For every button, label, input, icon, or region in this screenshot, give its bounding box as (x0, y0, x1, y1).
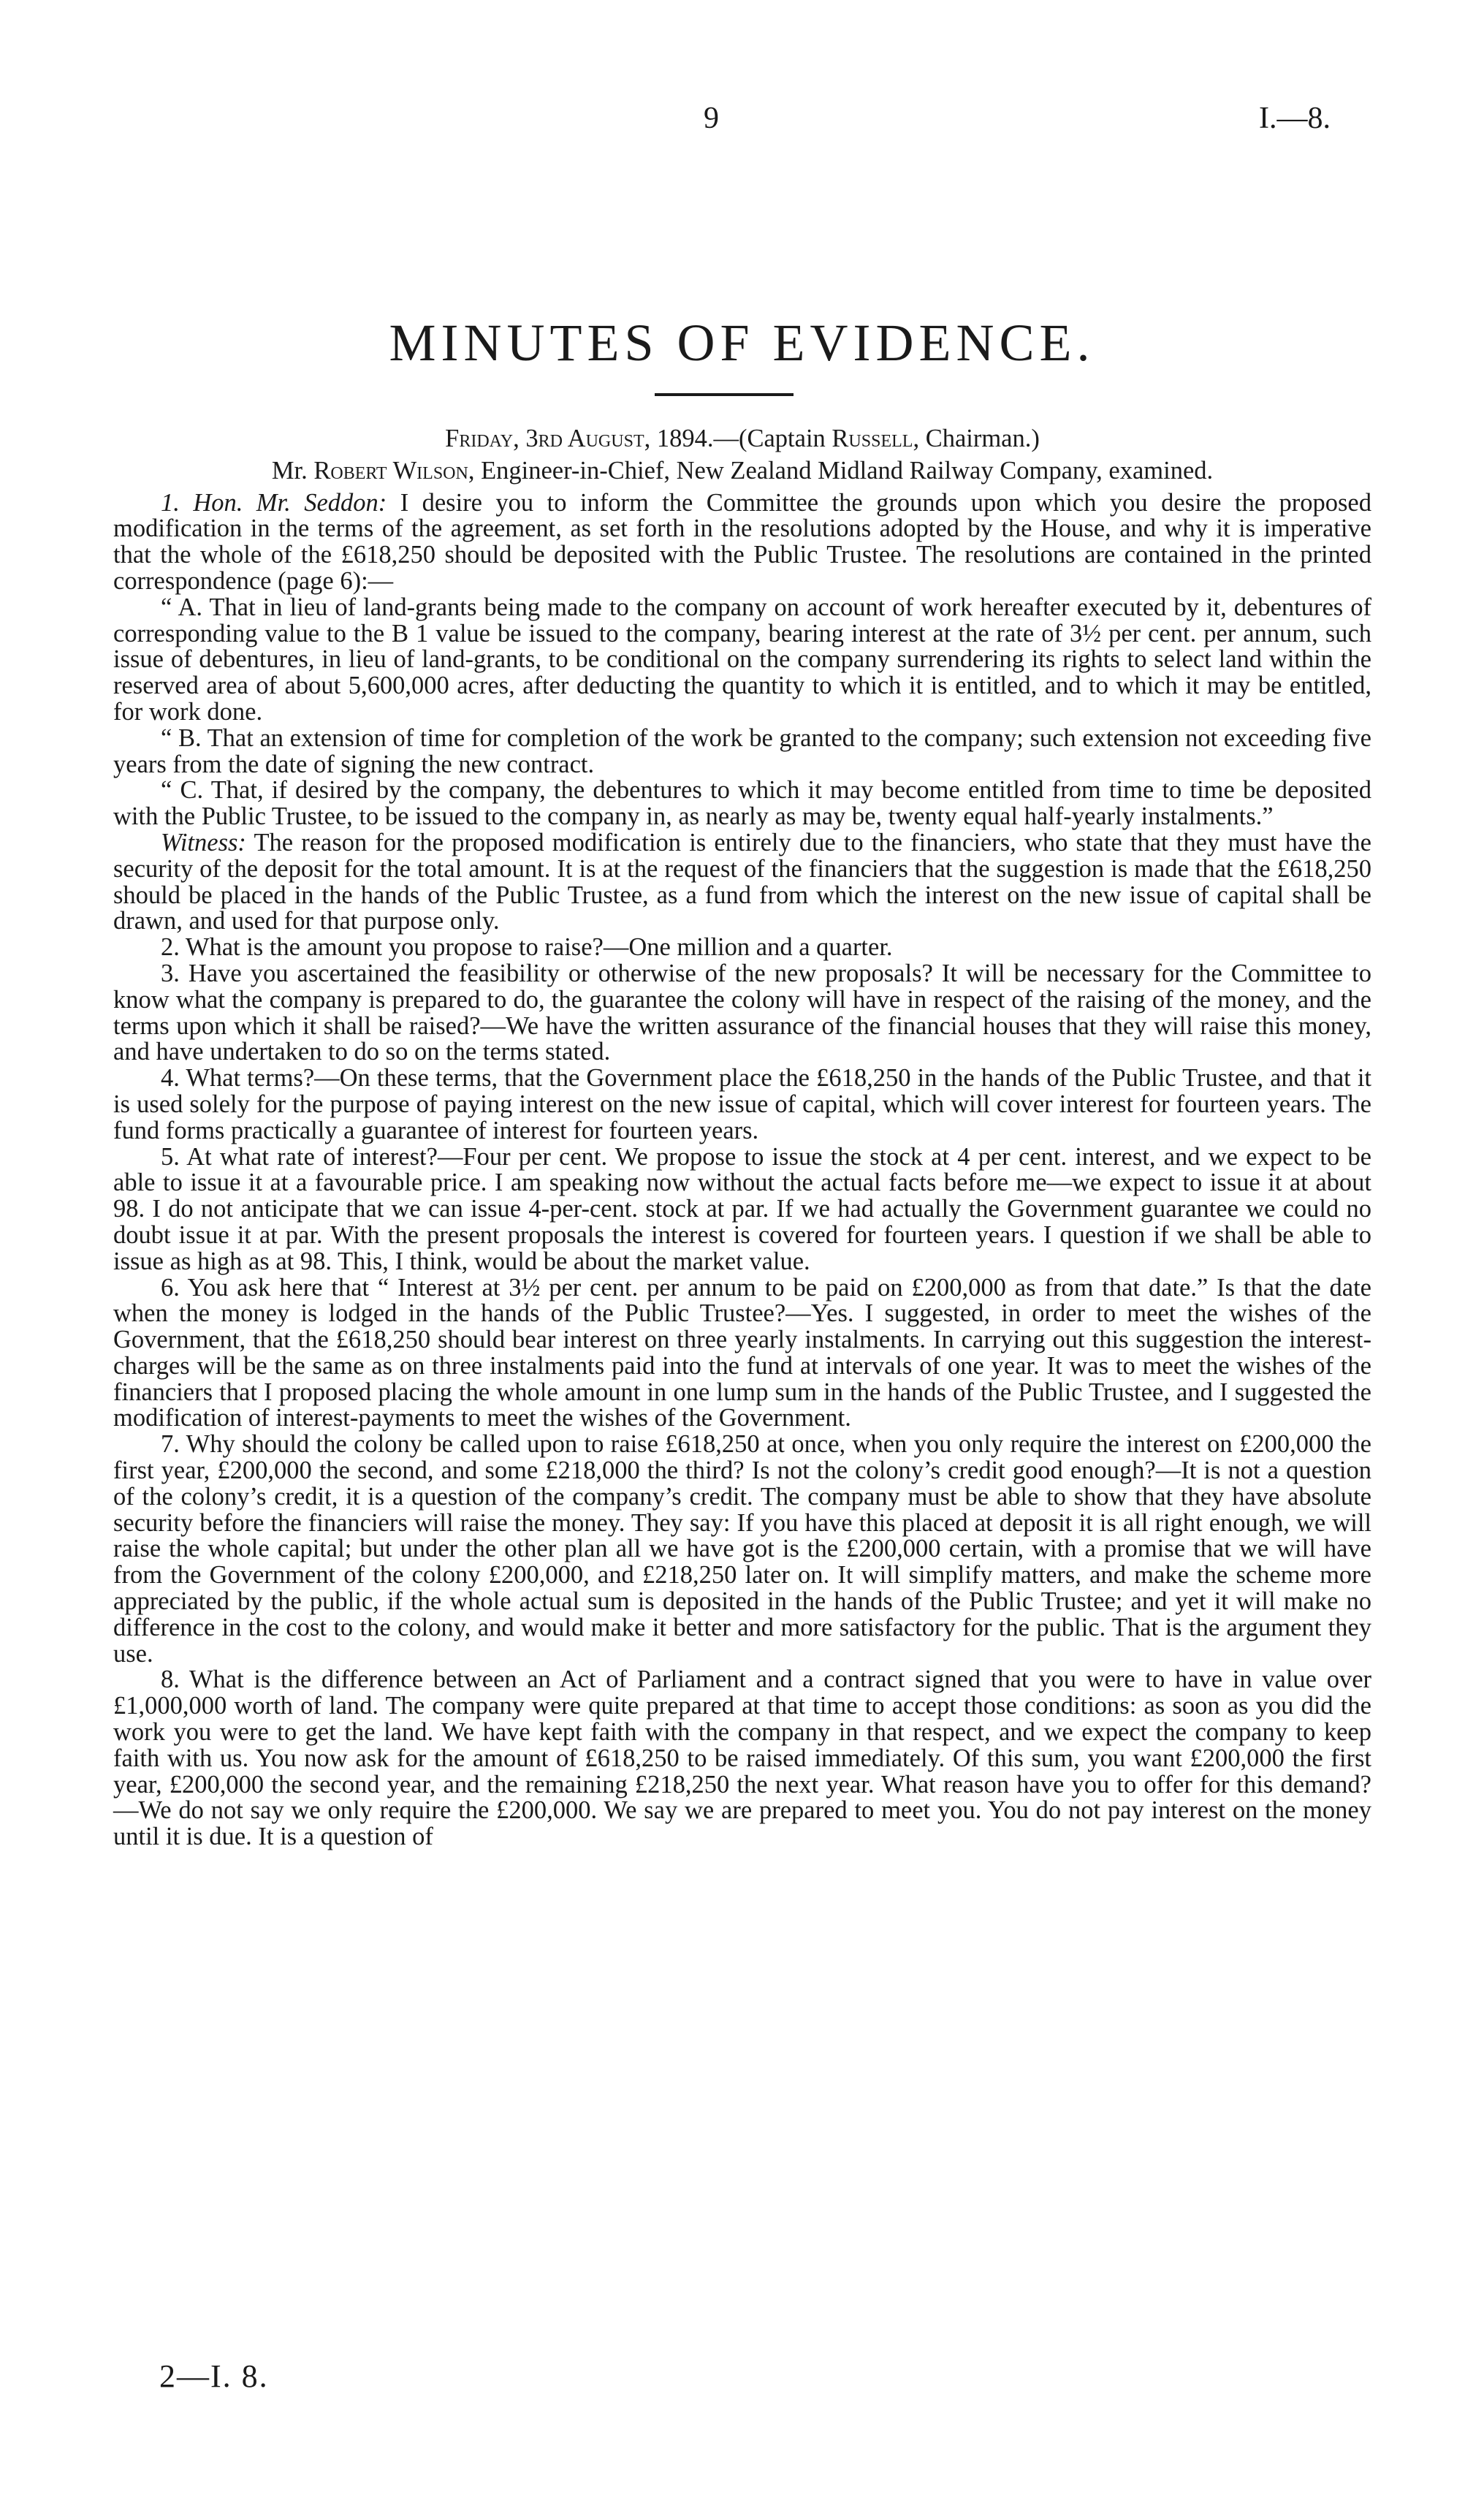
witness-prefix: Mr. (271, 456, 314, 485)
session-year: , 1894.—(Captain (644, 425, 832, 452)
document-reference: I.—8. (1259, 102, 1331, 135)
paragraph-text: 7. Why should the colony be called upon to raise £618,250 at once, when you only require the interest on £200,000 the first year, £200,000 the second, and some £218,000 the third? Is not the colony’s credit good enough?—It is not a question of the colony’s credit, it is a question of the company’s credit. The company must be able to show that they have absolute security before the financiers will raise the money. They say: If you have this placed at deposit it is all right enough, we will raise the whole capital; but under the other plan all we have got is the £200,000 certain, with a promise that we will have from the Government of the colony £200,000, and £218,250 later on. It will simplify matters, and make the scheme more appreciated by the public, if the whole actual sum is deposited in the hands of the Public Trustee; and yet it will make no difference in the cost to the colony, and would make it better and more satisfactory for the public. That is the argument they use. (113, 1430, 1371, 1668)
session-suffix: , Chairman.) (913, 425, 1040, 452)
paragraph (113, 935, 1371, 961)
title-divider (655, 393, 794, 396)
paragraph-label: 1. Hon. Mr. Seddon: (161, 488, 387, 517)
paragraph-text: “ B. That an extension of time for completion of the work be granted to the company; such extension not exceeding five years from the date of signing the new contract. (113, 723, 1371, 778)
paragraph-text: 5. At what rate of interest?—Four per cent. We propose to issue the stock at 4 per cent. interest, and we expect to be able to issue it at a favourable price. I am speaking now without the actual facts before me—we expect to issue it at about 98. I do not anticipate that we can issue 4-per-cent. stock at par. If we had actually the Government guarantee we could no doubt issue it at par. With the present proposals the interest is covered for fourteen years. I question if we shall be able to issue as high as at 98. This, I think, would be about the market value. (113, 1142, 1371, 1275)
paragraph (113, 1432, 1371, 1667)
page-number: 9 (704, 102, 719, 135)
paragraph-text: 6. You ask here that “ Interest at 3½ per cent. per annum to be paid on £200,000 as from that date.” Is that the date when the money is lodged in the hands of the Public Trustee?—Yes. I suggested, in order to meet the wishes of the Government, that the £618,250 should bear interest on three yearly instalments. In carrying out this suggestion the interest-charges will be the same as on three instalments paid into the fund at intervals of one year. It was to meet the wishes of the financiers that I proposed placing the whole amount in one lump sum in the hands of the Public Trustee, and I suggested the modification of interest-payments to meet the wishes of the Government. (113, 1273, 1371, 1432)
paragraph-text: 4. What terms?—On these terms, that the Government place the £618,250 in the hands of the Public Trustee, and that it is used solely for the purpose of paying interest on the new issue of capital, which will cover interest for fourteen years. The fund forms practically a guarantee of interest for fourteen years. (113, 1064, 1371, 1144)
paragraph (113, 595, 1371, 726)
session-date: 3rd August (525, 425, 644, 452)
paragraph (113, 778, 1371, 830)
paragraph (113, 1275, 1371, 1432)
paragraph-label: Witness: (161, 828, 246, 857)
session-heading: Friday, 3rd August, 1894.—(Captain Russell, Chairman.) (445, 425, 1040, 452)
paragraph-text: 3. Have you ascertained the feasibility or otherwise of the new proposals? It will be necessary for the Committee to know what the company is prepared to do, the guarantee the colony will have in respect of the raising of the money, and the terms upon which it shall be raised?—We have the written assurance of the financial houses that they will raise this money, and have undertaken to do so on the terms stated. (113, 959, 1371, 1066)
paragraph (113, 723, 1371, 778)
document-body (113, 413, 1371, 1850)
paragraph-text: The reason for the proposed modification is entirely due to the financiers, who state that they must have the security of the deposit for the total amount. It is at the request of the financiers that the suggestion is made that the £618,250 should be placed in the hands of the Public Trustee, as a fund from which the interest on the new issue of capital shall be drawn, and used for that purpose only. (113, 828, 1371, 935)
paragraph-text: 2. What is the amount you propose to raise?—One million and a quarter. (161, 933, 893, 962)
witness-heading (113, 458, 1371, 485)
session-day: Friday (445, 425, 514, 452)
paragraph (113, 1066, 1371, 1144)
witness-name: Robert Wilson (313, 456, 468, 485)
session-chairman: Russell (832, 425, 913, 452)
paragraph-text: “ C. That, if desired by the company, the debentures to which it may become entitled from time to time be deposited with the Public Trustee, to be issued to the company in, as nearly as may be, twenty equal half-yearly instalments.” (113, 776, 1371, 831)
signature-mark: 2—I. 8. (159, 2358, 269, 2394)
paragraph (113, 490, 1371, 595)
page-title: MINUTES OF EVIDENCE. (389, 314, 1095, 372)
paragraph-text: 8. What is the difference between an Act of Parliament and a contract signed that you were to have in value over £1,000,000 worth of land. The company were quite prepared at that time to accept those conditions: as soon as you did the work you were to get the land. We have kept faith with the company in that respect, and we expect the company to keep faith with us. You now ask for the amount of £618,250 to be raised immediately. Of this sum, you want £200,000 the first year, £200,000 the second year, and the remaining £218,250 the next year. What reason have you to offer for this demand?—We do not say we only require the £200,000. We say we are prepared to meet you. You do not pay interest on the money until it is due. It is a question of (113, 1665, 1371, 1851)
paragraph-text: I desire you to inform the Committee the grounds upon which you desire the proposed modification in the terms of the agreement, as set forth in the resolutions adopted by the House, and why it is imperative that the whole of the £618,250 should be deposited with the Public Trustee. The resolutions are contained in the printed correspondence (page 6):— (113, 488, 1371, 595)
paragraph (113, 961, 1371, 1066)
paragraph-text: “ A. That in lieu of land-grants being made to the company on account of work hereafter executed by it, debentures of corresponding value to the B 1 value be issued to the company, bearing interest at the rate of 3½ per cent. per annum, such issue of debentures, in lieu of land-grants, to be conditional on the company surrendering its rights to select land within the reserved area of about 5,600,000 acres, after deducting the quantity to which it is entitled, and to which it may be entitled, for work done. (113, 593, 1371, 726)
witness-suffix: , Engineer-in-Chief, New Zealand Midland Railway Company, examined. (468, 456, 1214, 485)
paragraph (113, 1667, 1371, 1850)
paragraph (113, 1144, 1371, 1275)
paragraph (113, 830, 1371, 935)
